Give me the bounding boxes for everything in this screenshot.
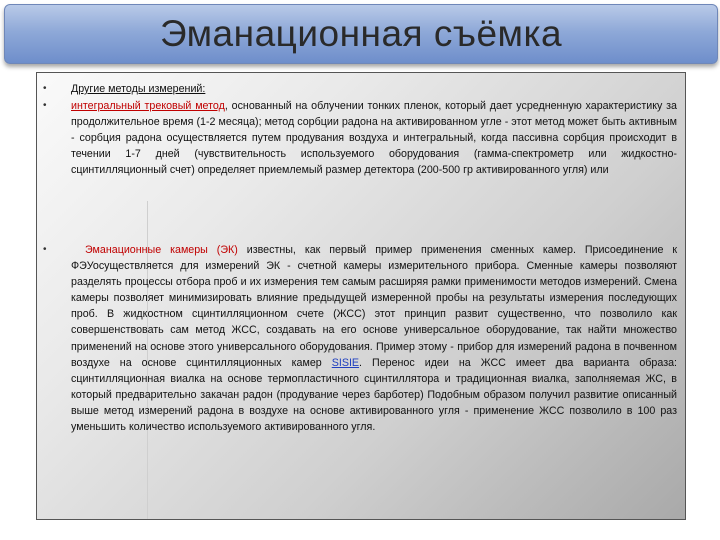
bullet-dot-icon: • bbox=[43, 244, 47, 255]
sisie-link[interactable]: SISIE bbox=[331, 356, 360, 369]
content-box bbox=[36, 72, 686, 520]
bullet-item-track-method bbox=[43, 98, 678, 178]
slide-title: Эманационная съёмка bbox=[159, 13, 563, 54]
emanation-chambers-continuation: . Перенос идеи на ЖСС имеет два варианта образа: сцинтилляционная виалка на основе термопластичного сцинтиллятора и традиционная виалка, заполняемая ЖС, в который предварительно закачан радон (продувание через барботер) Подобным образом получил развитие описанный выше метод измерений радона в воздухе на основе активированного угля - применение ЖСС позволило в 100 раз уменьшить количество используемого активированного угля. bbox=[71, 356, 678, 434]
bullet-list bbox=[37, 73, 685, 519]
emanation-chambers-description: известны, как первый пример применения сменных камер. Присоединение к ФЭУосуществляется для измерений ЭК - счетной камеры измерительного прибора. Сменные камеры позволяют разделять процессы отбора проб и их измерения тем самым расширяя рамки применимости методов измерений. Смена камеры позволяет минимизировать влияние предыдущей измеренной пробы на результаты измерения последующих проб. В жидкостном сцинтилляционном счете (ЖСС) этот принцип развит существенно, что позволило как совершенствовать сам метод ЖСС, создавать на его основе универсальное оборудование, так найти множество применений на основе этого универсального оборудования. Пример этому - прибор для измерений радона в почвенном воздухе на основе сцинтилляционных камер bbox=[71, 244, 678, 369]
title-bar bbox=[4, 4, 718, 64]
bullet-dot-icon: • bbox=[43, 100, 47, 111]
track-method-term: интегральный трековый метод bbox=[71, 100, 225, 112]
bullet-item-other-methods bbox=[43, 81, 677, 97]
track-method-description: , основанный на облучении тонких пленок, который дает усредненную характеристику за продолжительное время (1-2 месяца); метод сорбции радона на активированном угле - этот метод может быть активным - сорбция радона осуществляется путем продувания воздуха и интегральный, когда пассивна сорбция происходит в течении 1-7 дней (чувствительность используемого оборудования (гамма-спектрометр или жидкостно-сцинтилляционный счет) определяет приемлемый размер детектора (200-500 гр активированного угля) или bbox=[71, 100, 678, 177]
bullet-item-emanation-chambers bbox=[43, 242, 678, 435]
bullet-dot-icon: • bbox=[43, 83, 47, 94]
emanation-chambers-term: Эманационные камеры (ЭК) bbox=[85, 244, 238, 256]
other-methods-heading: Другие методы измерений: bbox=[71, 83, 206, 95]
